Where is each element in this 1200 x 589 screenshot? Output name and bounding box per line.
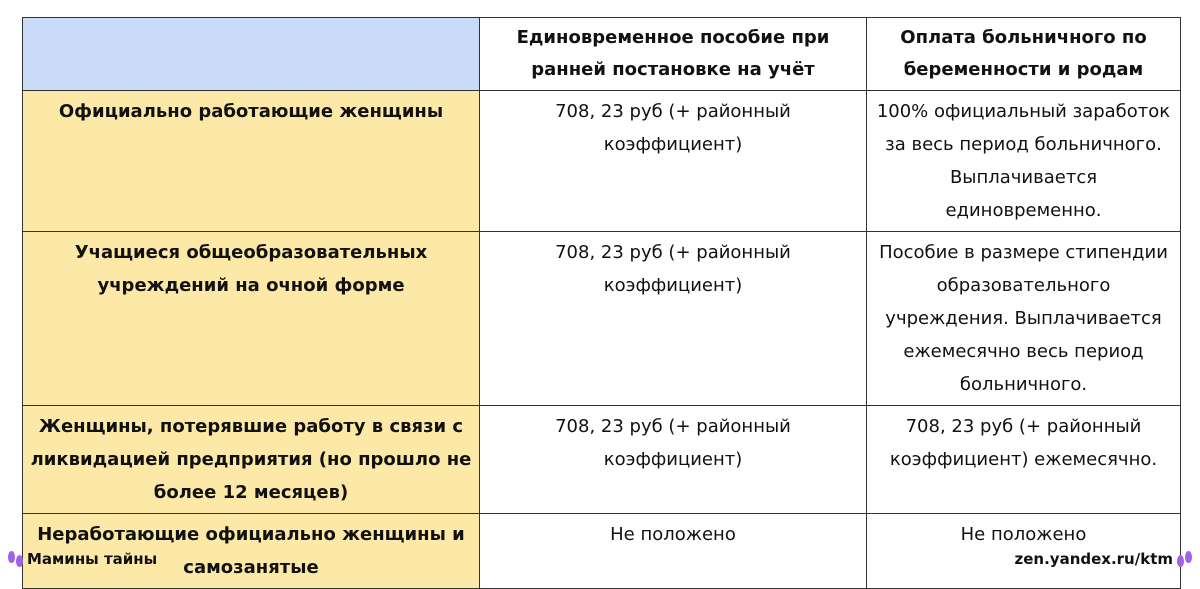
row-sick-leave-value: 100% официальный заработок за весь период больничного. Выплачивается единовременно.	[867, 91, 1181, 232]
row-lump-sum-value: 708, 23 руб (+ районный коэффициент)	[480, 232, 867, 406]
footer-source	[1015, 550, 1192, 568]
row-lump-sum-value: 708, 23 руб (+ районный коэффициент)	[480, 406, 867, 514]
row-sick-leave-value: Не положено	[867, 514, 1181, 589]
row-label: Официально работающие женщины	[23, 91, 480, 232]
source-url[interactable]: zen.yandex.ru/ktm	[1014, 550, 1173, 568]
benefits-table-wrapper	[22, 17, 1181, 589]
footer-brand	[8, 550, 157, 568]
table-row	[23, 232, 1181, 406]
table-header-row	[23, 18, 1181, 91]
row-sick-leave-value: Пособие в размере стипендии образовательного учреждения. Выплачивается ежемесячно весь период больничного.	[867, 232, 1181, 406]
brand-name: Мамины тайны	[27, 550, 158, 568]
row-label: Неработающие официально женщины и самозанятые	[23, 514, 480, 589]
table-row	[23, 91, 1181, 232]
row-label: Женщины, потерявшие работу в связи с ликвидацией предприятия (но прошло не более 12 месяцев)	[23, 406, 480, 514]
row-lump-sum-value: Не положено	[480, 514, 867, 589]
header-corner-cell	[23, 18, 480, 91]
benefits-table	[22, 17, 1181, 589]
row-label: Учащиеся общеобразовательных учреждений на очной форме	[23, 232, 480, 406]
row-sick-leave-value: 708, 23 руб (+ районный коэффициент) ежемесячно.	[867, 406, 1181, 514]
baby-feet-icon	[1177, 551, 1192, 567]
header-lump-sum-benefit: Единовременное пособие при ранней постановке на учёт	[480, 18, 867, 91]
row-lump-sum-value: 708, 23 руб (+ районный коэффициент)	[480, 91, 867, 232]
table-row	[23, 514, 1181, 589]
header-sick-leave-payment: Оплата больничного по беременности и родам	[867, 18, 1181, 91]
baby-feet-icon	[8, 551, 23, 567]
table-row	[23, 406, 1181, 514]
